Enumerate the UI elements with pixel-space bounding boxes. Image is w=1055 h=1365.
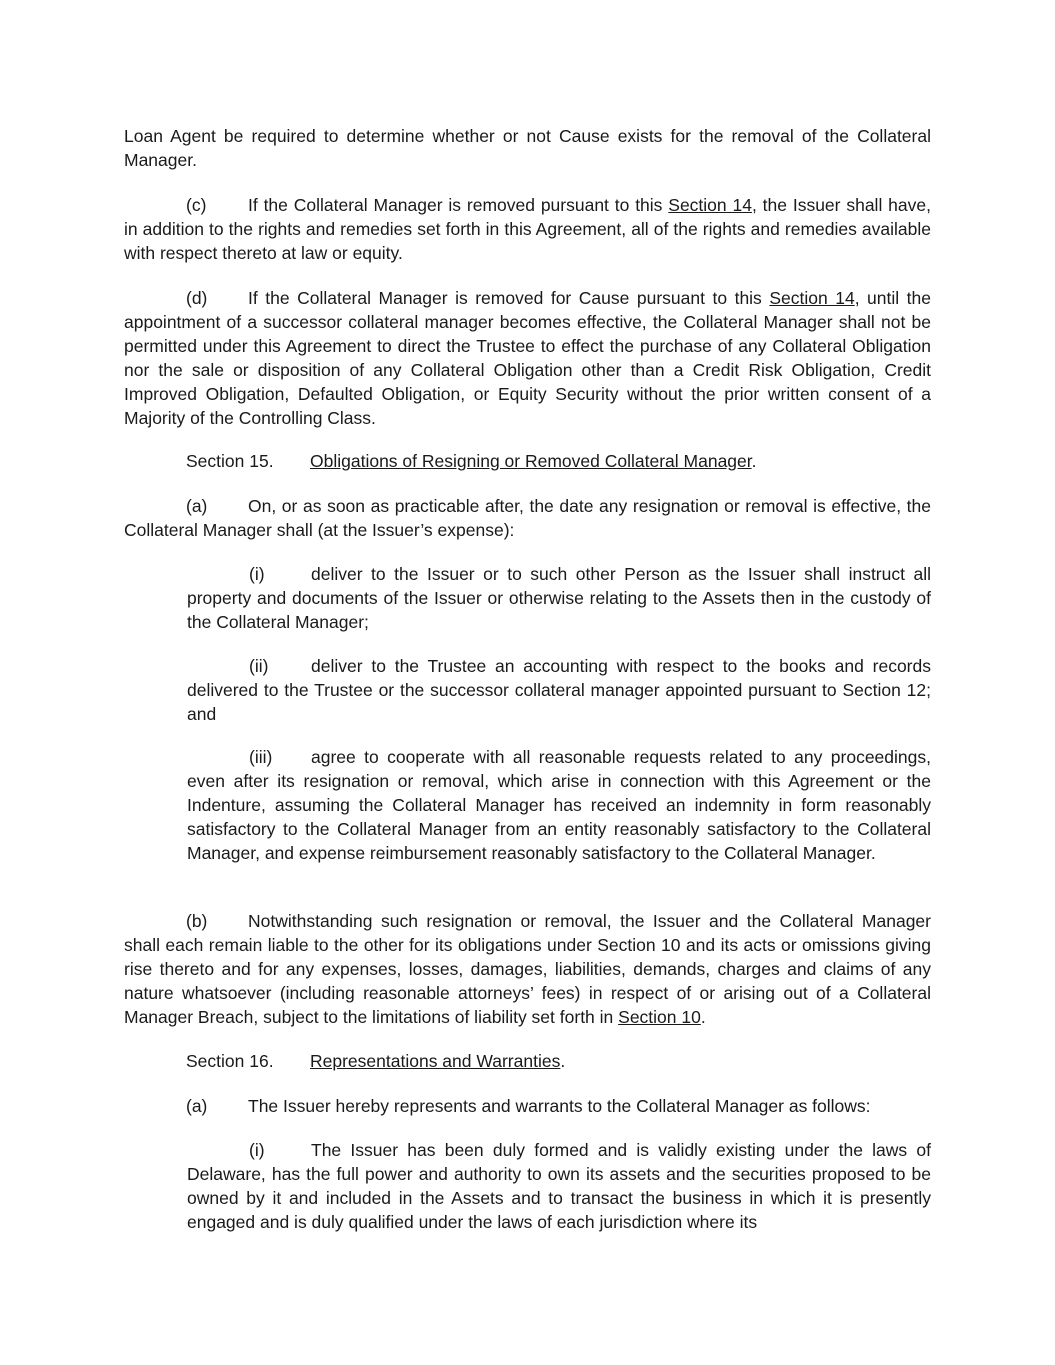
- paragraph-label: (i): [249, 564, 265, 584]
- section-title: Representations and Warranties: [310, 1051, 561, 1071]
- paragraph-14d: (d) If the Collateral Manager is removed for Cause pursuant to this Section 14, until the appointment of a successor collateral manager becomes effective, the Collateral Manager shall not be permitted under this Agreement to direct the Trustee to effect the purchase of any Collateral Obligation nor the sale or disposition of any Collateral Obligation other than a Credit Risk Obligation, Credit Improved Obligation, Defaulted Obligation, or Equity Security without the prior written consent of a Majority of the Controlling Class.: [124, 288, 932, 428]
- paragraph-16a-i: (i) The Issuer has been duly formed and is validly existing under the laws of Delaware, has the full power and authority to own its assets and the securities proposed to be owned by it and included in the Assets and to transact the business in which it is presently engaged and is duly qualified under the laws of each jurisdiction where its: [187, 1140, 931, 1232]
- paragraph-label: (iii): [249, 747, 273, 767]
- paragraph-label: (a): [186, 496, 208, 516]
- section-title: Obligations of Resigning or Removed Collateral Manager: [310, 451, 752, 471]
- paragraph-16a: (a) The Issuer hereby represents and warrants to the Collateral Manager as follows:: [186, 1096, 871, 1116]
- section-15-heading: Section 15. Obligations of Resigning or Removed Collateral Manager.: [186, 451, 757, 471]
- paragraph-15a-iii: (iii) agree to cooperate with all reasonable requests related to any proceedings, even after its resignation or removal, which arise in connection with this Agreement or the Indenture, assuming the Collateral Manager has received an indemnity in form reasonably satisfactory to the Collateral Manager from an entity reasonably satisfactory to the Collateral Manager, and expense reimbursement reasonably satisfactory to the Collateral Manager.: [187, 747, 931, 863]
- section-number: Section 15.: [186, 451, 274, 471]
- paragraph-15b: (b) Notwithstanding such resignation or removal, the Issuer and the Collateral Manager shall each remain liable to the other for its obligations under Section 10 and its acts or omissions giving rise thereto and for any expenses, losses, damages, liabilities, demands, charges and claims of any nature whatsoever (including reasonable attorneys’ fees) in respect of or arising out of a Collateral Manager Breach, subject to the limitations of liability set forth in Section 10.: [124, 911, 931, 1027]
- paragraph-15a-i: (i) deliver to the Issuer or to such other Person as the Issuer shall instruct all property and documents of the Issuer or otherwise relating to the Assets then in the custody of the Collateral Manager;: [187, 564, 931, 632]
- paragraph-continued: Loan Agent be required to determine whether or not Cause exists for the removal of the Collateral Manager.: [124, 126, 931, 170]
- section-14-reference[interactable]: Section 14: [668, 195, 752, 215]
- paragraph-label: (ii): [249, 656, 269, 676]
- paragraph-14c: (c) If the Collateral Manager is removed pursuant to this Section 14, the Issuer shall have, in addition to the rights and remedies set forth in this Agreement, all of the rights and remedies available with respect thereto at law or equity.: [124, 195, 931, 263]
- paragraph-label: (b): [186, 911, 208, 931]
- section-number: Section 16.: [186, 1051, 274, 1071]
- paragraph-label: (a): [186, 1096, 208, 1116]
- paragraph-label: (i): [249, 1140, 265, 1160]
- section-14-reference[interactable]: Section 14: [769, 288, 855, 308]
- paragraph-15a-ii: (ii) deliver to the Trustee an accounting with respect to the books and records delivered to the Trustee or the successor collateral manager appointed pursuant to Section 12; and: [187, 656, 931, 724]
- paragraph-label: (d): [186, 288, 208, 308]
- paragraph-label: (c): [186, 195, 207, 215]
- section-16-heading: Section 16. Representations and Warranties.: [186, 1051, 566, 1071]
- section-10-reference[interactable]: Section 10: [618, 1007, 701, 1027]
- paragraph-15a: (a) On, or as soon as practicable after, the date any resignation or removal is effective, the Collateral Manager shall (at the Issuer’s expense):: [124, 496, 931, 540]
